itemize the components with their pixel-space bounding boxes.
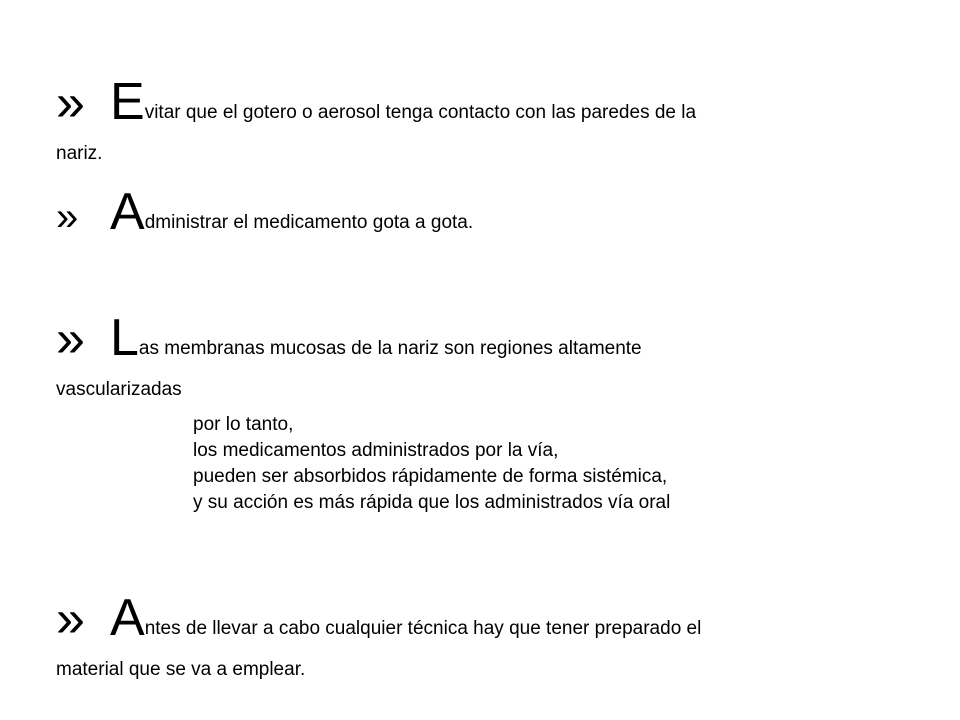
bullet-marker-icon: »	[56, 74, 85, 132]
bullet-item	[56, 183, 936, 241]
drop-cap: A	[110, 589, 145, 647]
drop-cap: E	[110, 73, 145, 131]
bullet-continuation: vascularizadas	[56, 379, 182, 400]
bullet-continuation: nariz.	[56, 143, 103, 164]
bullet-item	[56, 589, 936, 648]
bullet-marker-icon: »	[56, 310, 85, 368]
bullet-continuation: material que se va a emplear.	[56, 659, 306, 680]
bullet-item	[56, 309, 936, 368]
bullet-text: vitar que el gotero o aerosol tenga contacto con las paredes de la	[144, 102, 697, 123]
bullet-marker-icon: »	[56, 195, 79, 239]
sub-line: pueden ser absorbidos rápidamente de forma sistémica,	[193, 466, 668, 487]
sub-line: y su acción es más rápida que los administrados vía oral	[193, 492, 671, 513]
drop-cap: L	[110, 309, 139, 367]
bullet-item	[56, 73, 936, 132]
bullet-text: dministrar el medicamento gota a gota.	[144, 212, 474, 233]
bullet-text: ntes de llevar a cabo cualquier técnica hay que tener preparado el	[144, 618, 702, 639]
bullet-marker-icon: »	[56, 590, 85, 648]
sub-list	[193, 412, 933, 516]
bullet-text: as membranas mucosas de la nariz son regiones altamente	[138, 338, 642, 359]
sub-line: los medicamentos administrados por la vía,	[193, 440, 559, 461]
sub-line: por lo tanto,	[193, 414, 294, 435]
drop-cap: A	[110, 183, 145, 241]
